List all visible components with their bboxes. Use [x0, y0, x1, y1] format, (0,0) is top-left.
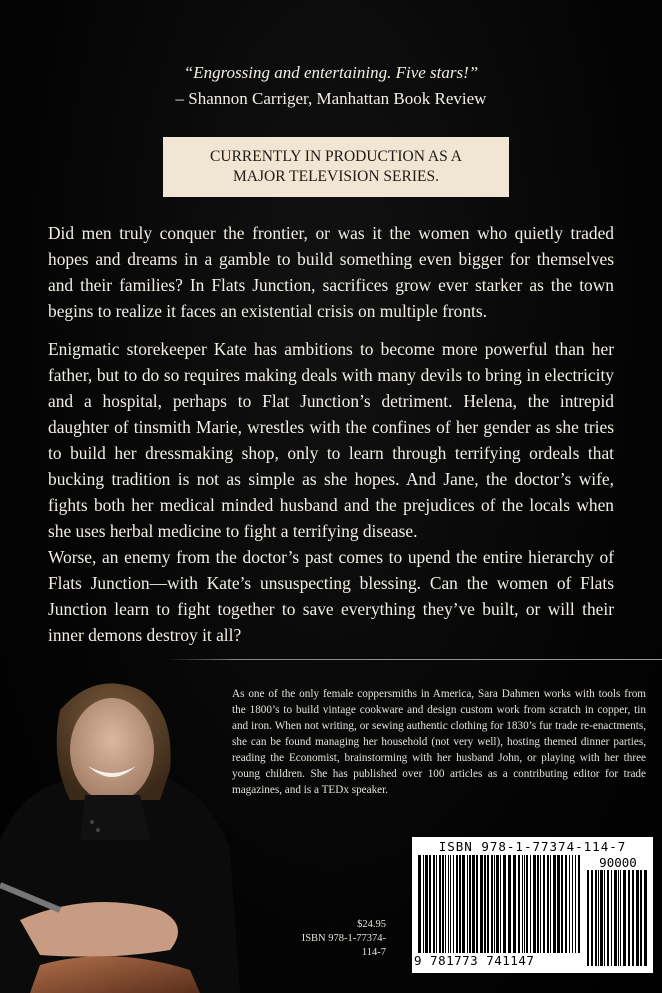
- barcode-bar: [575, 855, 576, 953]
- barcode-bar: [587, 870, 589, 966]
- barcode-bar: [456, 855, 458, 953]
- barcode-addon-number: 90000: [599, 855, 637, 870]
- barcode-bar: [433, 855, 435, 953]
- barcode-bar: [623, 870, 626, 966]
- barcode-bar: [494, 855, 495, 953]
- barcode-bar: [620, 870, 621, 966]
- barcode-bar: [632, 870, 634, 966]
- price-isbn: ISBN 978-1-77374-114-7: [301, 933, 386, 958]
- barcode-bar: [604, 870, 605, 966]
- barcode-bar: [439, 855, 441, 953]
- barcode-bar: [484, 855, 486, 953]
- barcode-bar: [565, 855, 567, 953]
- barcode-bar: [423, 855, 424, 953]
- barcode-bar: [445, 855, 446, 953]
- barcode-bar: [569, 855, 570, 953]
- barcode-bar: [513, 855, 516, 953]
- barcode-bar: [524, 855, 525, 953]
- barcode-bar: [553, 855, 556, 953]
- barcode-bar: [448, 855, 449, 953]
- barcode-bar: [496, 855, 499, 953]
- barcode-bar: [469, 855, 471, 953]
- barcode-bar: [480, 855, 483, 953]
- production-banner: [163, 137, 509, 197]
- barcode-bar: [522, 855, 523, 953]
- barcode-bar: [537, 855, 539, 953]
- barcode-bar: [462, 855, 465, 953]
- barcode-bar: [636, 870, 639, 966]
- section-divider: [165, 659, 662, 660]
- price: $24.95: [357, 919, 386, 930]
- barcode-bar: [611, 870, 612, 966]
- barcode-bar: [600, 870, 603, 966]
- barcode-isbn-label: ISBN 978-1-77374-114-7: [438, 839, 627, 854]
- barcode-bar: [547, 855, 549, 953]
- barcode-bar: [595, 870, 597, 966]
- barcode-bar: [450, 855, 451, 953]
- barcode-bar: [491, 855, 493, 953]
- barcode-bar: [425, 855, 428, 953]
- barcode-bar: [543, 855, 545, 953]
- barcode-bar: [614, 870, 617, 966]
- barcode-bar: [572, 855, 573, 953]
- blurb-paragraph-1: Did men truly conquer the frontier, or was it the women who quietly traded hopes and dreams in a gamble to build something even bigger for themselves and their families? In Flats Junction, sacrifices grow ever starker as the town begins to realize it faces an existential crisis on multiple fronts.: [48, 223, 614, 321]
- barcode-bars: [418, 855, 582, 953]
- barcode-bar: [607, 870, 609, 966]
- barcode-bar: [550, 855, 551, 953]
- author-bio: As one of the only female coppersmiths in America, Sara Dahmen works with tools from the 1800’s to build vintage cookware and design custom work from scratch in copper, tin and iron. When not writing, or sewing authentic clothing for 1830’s fur trade re-enactments, she can be found managing her household (not very well), hosting themed dinner parties, reading the Economist, brainstorming with her husband John, or playing with her three young children. She has published over 100 articles as a contributing editor for trade magazines, and is a TEDx speaker.: [232, 688, 646, 796]
- barcode-bar: [561, 855, 563, 953]
- barcode-bar: [503, 855, 506, 953]
- barcode-bar: [436, 855, 437, 953]
- barcode-bar: [533, 855, 536, 953]
- barcode-bar: [487, 855, 489, 953]
- barcode-addon-bars: [587, 870, 647, 966]
- barcode-digits: 9 781773 741147: [414, 953, 535, 968]
- barcode-bar: [530, 855, 531, 953]
- barcode-bar: [442, 855, 444, 953]
- barcode-bar: [500, 855, 501, 953]
- barcode-bar: [591, 870, 593, 966]
- quote-attribution: – Shannon Carriger, Manhattan Book Review: [175, 89, 487, 108]
- barcode-bar: [540, 855, 541, 953]
- barcode-bar: [628, 870, 630, 966]
- quote-text: “Engrossing and entertaining. Five stars!”: [183, 63, 479, 82]
- banner-line-2: MAJOR TELEVISION SERIES.: [233, 168, 439, 185]
- barcode-bar: [472, 855, 475, 953]
- barcode-bar: [598, 870, 599, 966]
- barcode-bar: [508, 855, 511, 953]
- barcode-bar: [453, 855, 454, 953]
- barcode-bar: [518, 855, 520, 953]
- barcode-bar: [429, 855, 431, 953]
- blurb-paragraph-2: Enigmatic storekeeper Kate has ambitions to become more powerful than her father, but to do so requires making deals with many devils to bring in electricity and a hospital, perhaps to Flat Junction’s detriment. Helena, the intrepid daughter of tinsmith Marie, wrestles with the confines of her gender as she tries to build her dressmaking shop, only to learn through terrifying ordeals that bucking tradition is not as simple as she hopes. And Jane, the doctor’s wife, fights both her medical minded husband and the prejudices of the locals when she uses herbal medicine to fight a terrifying disease.: [48, 339, 614, 541]
- barcode-bar: [467, 855, 468, 953]
- barcode-bar: [644, 870, 647, 966]
- barcode-bar: [578, 855, 580, 953]
- barcode-bar: [640, 870, 642, 966]
- barcode-bar: [459, 855, 461, 953]
- barcode-bar: [418, 855, 421, 953]
- blurb-paragraph-3: Worse, an enemy from the doctor’s past comes to upend the entire hierarchy of Flats Junction—with Kate’s unsuspecting blessing. Can the women of Flats Junction learn to fight together to save everything they’ve built, or will their inner demons destroy it all?: [48, 547, 614, 645]
- banner-line-1: CURRENTLY IN PRODUCTION AS A: [210, 148, 462, 165]
- barcode-bar: [476, 855, 478, 953]
- barcode-bar: [557, 855, 560, 953]
- isbn-barcode: [412, 837, 653, 973]
- barcode-bar: [618, 870, 619, 966]
- barcode-bar: [526, 855, 528, 953]
- review-quote: [0, 60, 662, 112]
- price-block: [286, 918, 386, 960]
